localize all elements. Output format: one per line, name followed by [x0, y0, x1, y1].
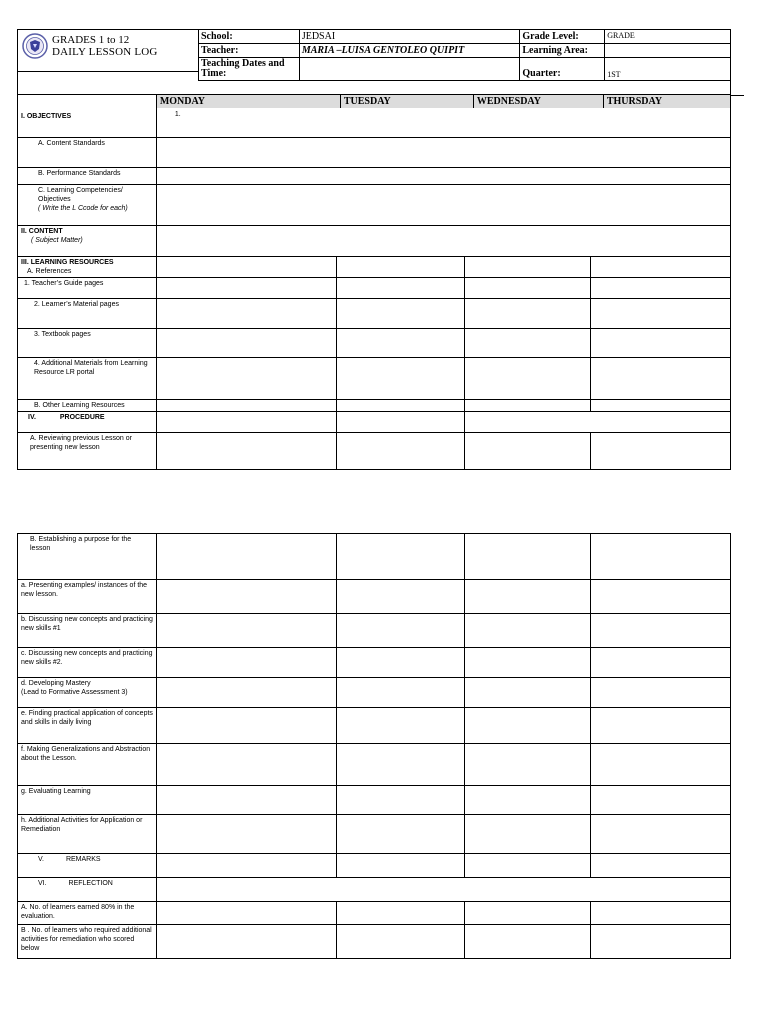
content-label: [18, 226, 157, 257]
lm-tue[interactable]: [336, 299, 465, 329]
est-thu[interactable]: [591, 534, 731, 580]
objective-item-1: 1.: [174, 111, 181, 118]
school-label: School:: [199, 30, 300, 44]
re-thu[interactable]: [591, 854, 731, 878]
teacher-value: MARIA –LUISA GENTOLEO QUIPIT: [299, 44, 520, 58]
subject-matter-note: ( Subject Matter): [31, 237, 83, 244]
establishing-label: B. Establishing a purpose for the lesson: [18, 534, 157, 580]
resources-tue[interactable]: [336, 257, 465, 278]
lm-wed[interactable]: [465, 299, 591, 329]
procedure-num: IV.: [28, 414, 36, 421]
ge-thu[interactable]: [591, 744, 731, 786]
mastery-text: d. Developing Mastery: [21, 680, 91, 687]
d2-mon[interactable]: [156, 648, 336, 678]
lm-mon[interactable]: [156, 299, 336, 329]
learning-area-label: Learning Area:: [520, 44, 605, 58]
rm-tue[interactable]: [336, 925, 465, 959]
mastery-note: (Lead to Formative Assessment 3): [21, 689, 128, 696]
mastery-label: [18, 678, 157, 708]
generalizations-label: f. Making Generalizations and Abstraction about the Lesson.: [18, 744, 157, 786]
rev-tue[interactable]: [336, 433, 465, 470]
ev-mon[interactable]: [156, 786, 336, 815]
ma-thu[interactable]: [591, 678, 731, 708]
rm-thu[interactable]: [591, 925, 731, 959]
procedure-text: PROCEDURE: [59, 414, 105, 421]
procedure-label: [18, 412, 157, 433]
learning-area-value: [605, 44, 731, 58]
d1-mon[interactable]: [156, 614, 336, 648]
objectives-label: I. OBJECTIVES: [18, 95, 157, 138]
discussing1-label: b. Discussing new concepts and practicing new skills #1: [18, 614, 157, 648]
remarks-label: [18, 854, 157, 878]
school-value: JEDSAI: [299, 30, 520, 44]
header-frame: [17, 29, 199, 72]
earned80-label: A. No. of learners earned 80% in the evaluation.: [18, 902, 157, 925]
proc-mon[interactable]: [156, 412, 336, 433]
remediation-label: B . No. of learners who required additional activities for remediation who scored below: [18, 925, 157, 959]
proc-tue[interactable]: [336, 412, 465, 433]
grade-level-value: GRADE: [605, 30, 731, 44]
aa-wed[interactable]: [465, 815, 591, 854]
tg-tue[interactable]: [336, 278, 465, 299]
tb-thu[interactable]: [591, 329, 731, 358]
competencies-note: ( Write the L Ccode for each): [38, 205, 128, 212]
day-monday: MONDAY: [157, 95, 341, 108]
competencies-cell[interactable]: [156, 185, 730, 226]
day-thursday: THURSDAY: [603, 95, 730, 108]
lesson-log-table-page2: [17, 533, 731, 959]
reflection-cell[interactable]: [156, 878, 730, 902]
pre-wed[interactable]: [465, 580, 591, 614]
resources-thu[interactable]: [591, 257, 731, 278]
pr-wed[interactable]: [465, 708, 591, 744]
ge-mon[interactable]: [156, 744, 336, 786]
reviewing-label: A. Reviewing previous Lesson or presenting new lesson: [18, 433, 157, 470]
tb-mon[interactable]: [156, 329, 336, 358]
discussing2-label: c. Discussing new concepts and practicing new skills #2.: [18, 648, 157, 678]
additional-materials-label: 4. Additional Materials from Learning Resource LR portal: [18, 358, 157, 400]
header-info-table: [198, 29, 731, 81]
rm-wed[interactable]: [465, 925, 591, 959]
remarks-num: V.: [38, 856, 44, 863]
resources-text: III. LEARNING RESOURCES: [21, 259, 114, 266]
or-tue[interactable]: [336, 400, 465, 412]
am-mon[interactable]: [156, 358, 336, 400]
e8-tue[interactable]: [336, 902, 465, 925]
lesson-log-table-page1: [17, 94, 731, 470]
tg-pages-label: 1. Teacher’s Guide pages: [18, 278, 157, 299]
ge-wed[interactable]: [465, 744, 591, 786]
content-text: II. CONTENT: [21, 228, 63, 235]
content-cell[interactable]: [156, 226, 730, 257]
other-resources-label: B. Other Learning Resources: [18, 400, 157, 412]
textbook-pages-label: 3. Textbook pages: [18, 329, 157, 358]
d2-thu[interactable]: [591, 648, 731, 678]
or-wed[interactable]: [465, 400, 591, 412]
tg-thu[interactable]: [591, 278, 731, 299]
resources-label: [18, 257, 157, 278]
evaluating-label: g. Evaluating Learning: [18, 786, 157, 815]
pre-thu[interactable]: [591, 580, 731, 614]
reflection-num: VI.: [38, 880, 47, 887]
presenting-label: a. Presenting examples/ instances of the new lesson.: [18, 580, 157, 614]
am-tue[interactable]: [336, 358, 465, 400]
ev-wed[interactable]: [465, 786, 591, 815]
ma-tue[interactable]: [336, 678, 465, 708]
performance-standards-label: B. Performance Standards: [18, 168, 157, 185]
est-wed[interactable]: [465, 534, 591, 580]
re-mon[interactable]: [156, 854, 336, 878]
resources-mon[interactable]: [156, 257, 336, 278]
am-wed[interactable]: [465, 358, 591, 400]
quarter-label: Quarter:: [520, 58, 605, 81]
ge-tue[interactable]: [336, 744, 465, 786]
grades-title: GRADES 1 to 12: [52, 34, 130, 46]
d2-tue[interactable]: [336, 648, 465, 678]
d1-wed[interactable]: [465, 614, 591, 648]
tb-tue[interactable]: [336, 329, 465, 358]
re-tue[interactable]: [336, 854, 465, 878]
rm-mon[interactable]: [156, 925, 336, 959]
pre-mon[interactable]: [156, 580, 336, 614]
proc-wed-thu[interactable]: [465, 412, 731, 433]
or-thu[interactable]: [591, 400, 731, 412]
resources-wed[interactable]: [465, 257, 591, 278]
pre-tue[interactable]: [336, 580, 465, 614]
est-tue[interactable]: [336, 534, 465, 580]
content-standards-label: A. Content Standards: [18, 138, 157, 168]
competencies-label: [18, 185, 157, 226]
tb-wed[interactable]: [465, 329, 591, 358]
teacher-label: Teacher:: [199, 44, 300, 58]
reflection-text: REFLECTION: [68, 880, 113, 887]
rev-thu[interactable]: [591, 433, 731, 470]
content-standards-cell[interactable]: [156, 138, 730, 168]
day-tuesday: TUESDAY: [340, 95, 473, 108]
header-tail-line: [730, 95, 744, 96]
pr-thu[interactable]: [591, 708, 731, 744]
header-bottom-rule: [17, 72, 18, 94]
e8-thu[interactable]: [591, 902, 731, 925]
practical-label: e. Finding practical application of concepts and skills in daily living: [18, 708, 157, 744]
d1-thu[interactable]: [591, 614, 731, 648]
pr-mon[interactable]: [156, 708, 336, 744]
teaching-dates-value: [299, 58, 520, 81]
d2-wed[interactable]: [465, 648, 591, 678]
competencies-text: C. Learning Competencies/ Objectives: [38, 187, 123, 203]
aa-thu[interactable]: [591, 815, 731, 854]
or-mon[interactable]: [156, 400, 336, 412]
est-mon[interactable]: [156, 534, 336, 580]
d1-tue[interactable]: [336, 614, 465, 648]
day-wednesday: WEDNESDAY: [473, 95, 603, 108]
aa-tue[interactable]: [336, 815, 465, 854]
reflection-label: [18, 878, 157, 902]
ma-wed[interactable]: [465, 678, 591, 708]
grade-level-label: Grade Level:: [520, 30, 605, 44]
am-thu[interactable]: [591, 358, 731, 400]
tg-mon[interactable]: [156, 278, 336, 299]
ma-mon[interactable]: [156, 678, 336, 708]
pr-tue[interactable]: [336, 708, 465, 744]
e8-wed[interactable]: [465, 902, 591, 925]
rev-mon[interactable]: [156, 433, 336, 470]
lm-pages-label: 2. Learner’s Material pages: [18, 299, 157, 329]
aa-mon[interactable]: [156, 815, 336, 854]
additional-activities-label: h. Additional Activities for Application or Remediation: [18, 815, 157, 854]
remarks-text: REMARKS: [65, 856, 101, 863]
references-text: A. References: [27, 268, 72, 275]
teaching-dates-label: Teaching Dates and Time:: [199, 58, 300, 81]
rev-wed[interactable]: [465, 433, 591, 470]
ev-thu[interactable]: [591, 786, 731, 815]
objectives-cell: [156, 95, 730, 138]
ev-tue[interactable]: [336, 786, 465, 815]
quarter-value: 1ST: [605, 58, 731, 81]
e8-mon[interactable]: [156, 902, 336, 925]
tg-wed[interactable]: [465, 278, 591, 299]
re-wed[interactable]: [465, 854, 591, 878]
lm-thu[interactable]: [591, 299, 731, 329]
log-title: DAILY LESSON LOG: [52, 46, 158, 58]
performance-standards-cell[interactable]: [156, 168, 730, 185]
